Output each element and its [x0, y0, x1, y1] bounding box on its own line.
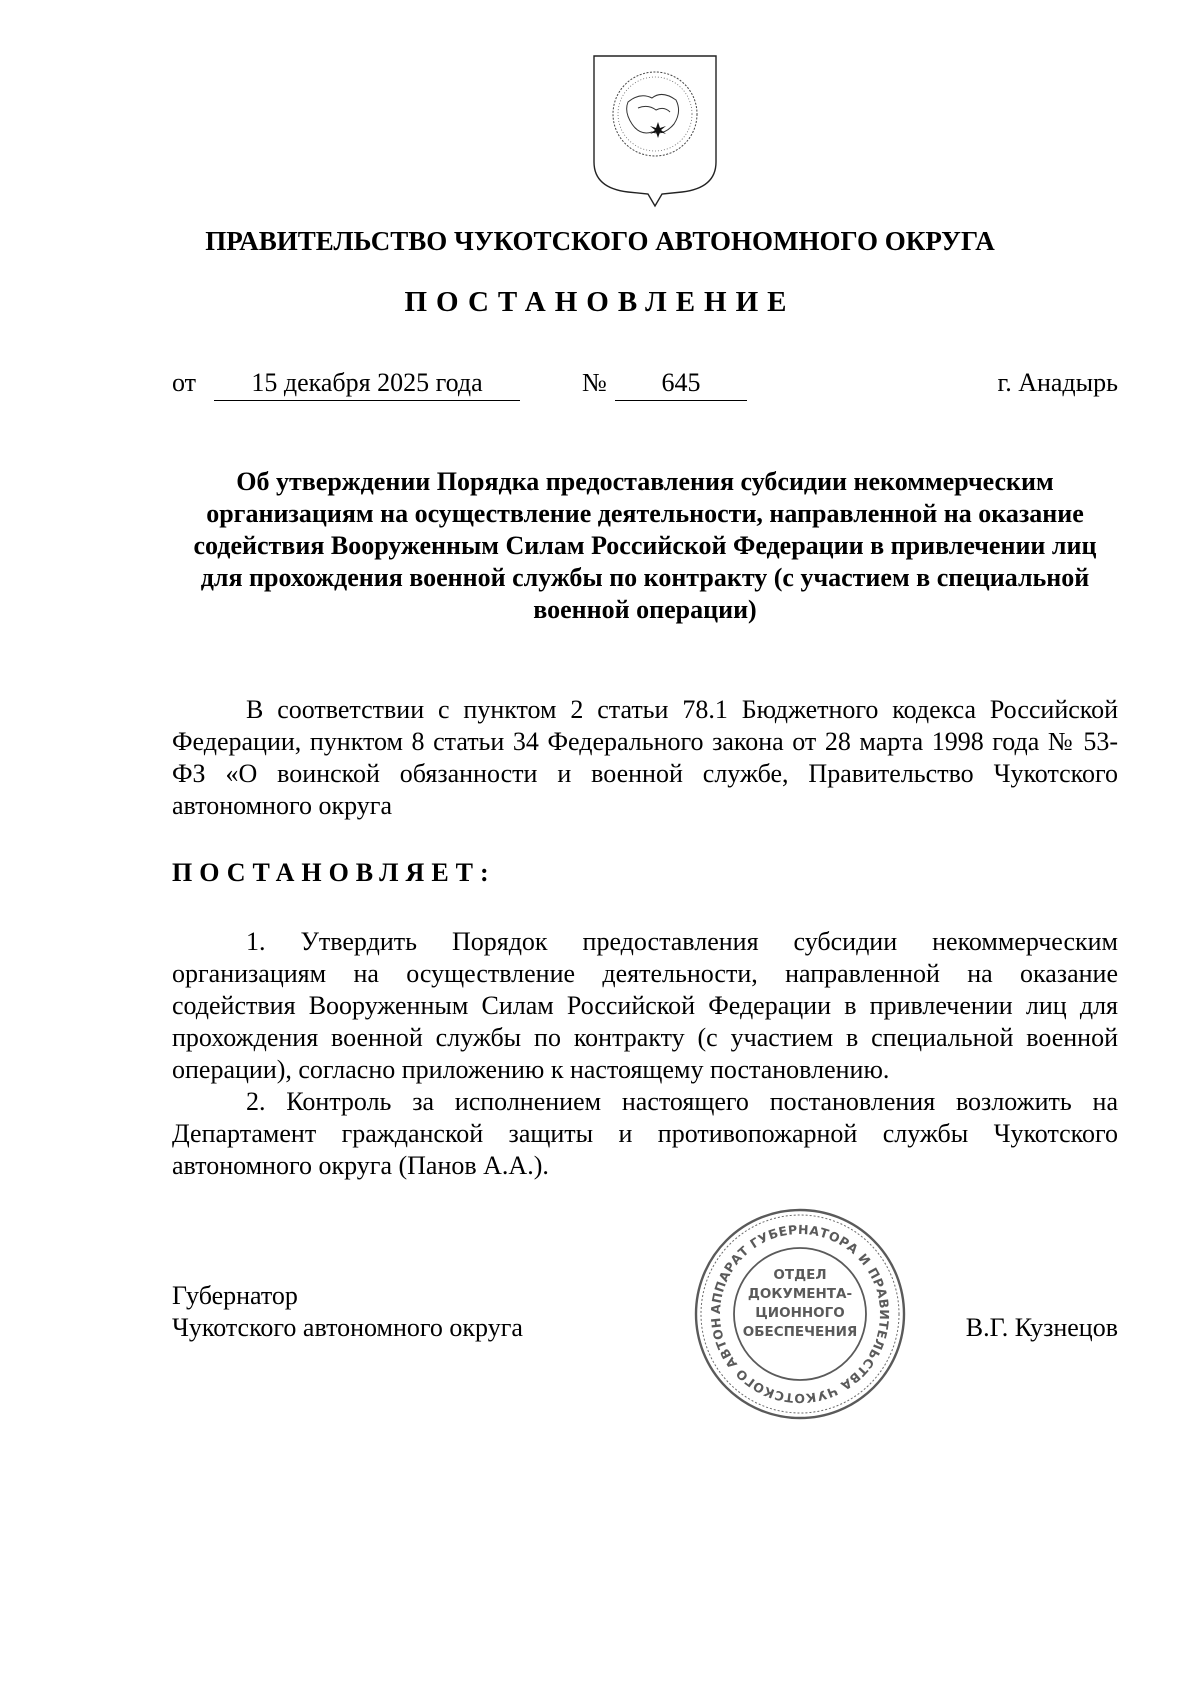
coat-of-arms-icon: [590, 52, 720, 210]
preamble-paragraph: В соответствии с пунктом 2 статьи 78.1 Бюджетного кодекса Российской Федерации, пунктом 8 статьи 34 Федерального закона от 28 марта 1998 года № 53-ФЗ «О воинской обязанности и военной службе, Правительство Чукотского автономного округа: [172, 695, 1118, 820]
official-stamp: [690, 1204, 910, 1424]
document-type: ПОСТАНОВЛЕНИЕ: [404, 286, 796, 318]
stamp-line-4: ОБЕСПЕЧЕНИЯ: [742, 1324, 858, 1340]
stamp-ring-text: АППАРАТ ГУБЕРНАТОРА И ПРАВИТЕЛЬСТВА ЧУКОТСКОГО АВТОН: [707, 1221, 893, 1407]
document-date: 15 декабря 2025 года: [214, 366, 520, 401]
stamp-line-3: ЦИОННОГО: [755, 1305, 845, 1321]
document-subject: Об утверждении Порядка предоставления субсидии некоммерческим организациям на осуществление деятельности, направленной на оказание содействия Вооруженным Силам Российской Федерации в привлечении лиц для прохождения военной службы по контракту (с участием в специальной военной операции): [193, 467, 1097, 624]
signatory-name: В.Г. Кузнецов: [965, 1313, 1118, 1342]
decree-heading: ПОСТАНОВЛЯЕТ:: [172, 858, 496, 887]
signatory-position-line-2: Чукотского автономного округа: [172, 1313, 523, 1342]
document-number: 645: [615, 366, 747, 401]
stamp-center-text: [690, 1266, 910, 1342]
stamp-line-2: ДОКУМЕНТА-: [747, 1286, 853, 1302]
signatory-position-line-1: Губернатор: [172, 1281, 298, 1310]
document-city: г. Анадырь: [997, 368, 1118, 397]
stamp-line-1: ОТДЕЛ: [773, 1267, 827, 1283]
signatory-position: [172, 1280, 523, 1344]
document-meta-row: [172, 366, 1118, 406]
decree-item-1: 1. Утвердить Порядок предоставления субсидии некоммерческим организациям на осуществление деятельности, направленной на оказание содействия Вооруженным Силам Российской Федерации в привлечении лиц для прохождения военной службы по контракту (с участием в специальной военной операции), согласно приложению к настоящему постановлению.: [172, 927, 1118, 1084]
decree-item-2: 2. Контроль за исполнением настоящего постановления возложить на Департамент гражданской защиты и противопожарной службы Чукотского автономного округа (Панов А.А.).: [172, 1087, 1118, 1180]
organization-title: ПРАВИТЕЛЬСТВО ЧУКОТСКОГО АВТОНОМНОГО ОКРУГА: [205, 226, 995, 256]
date-label: от: [172, 368, 197, 397]
number-label: №: [582, 368, 607, 397]
